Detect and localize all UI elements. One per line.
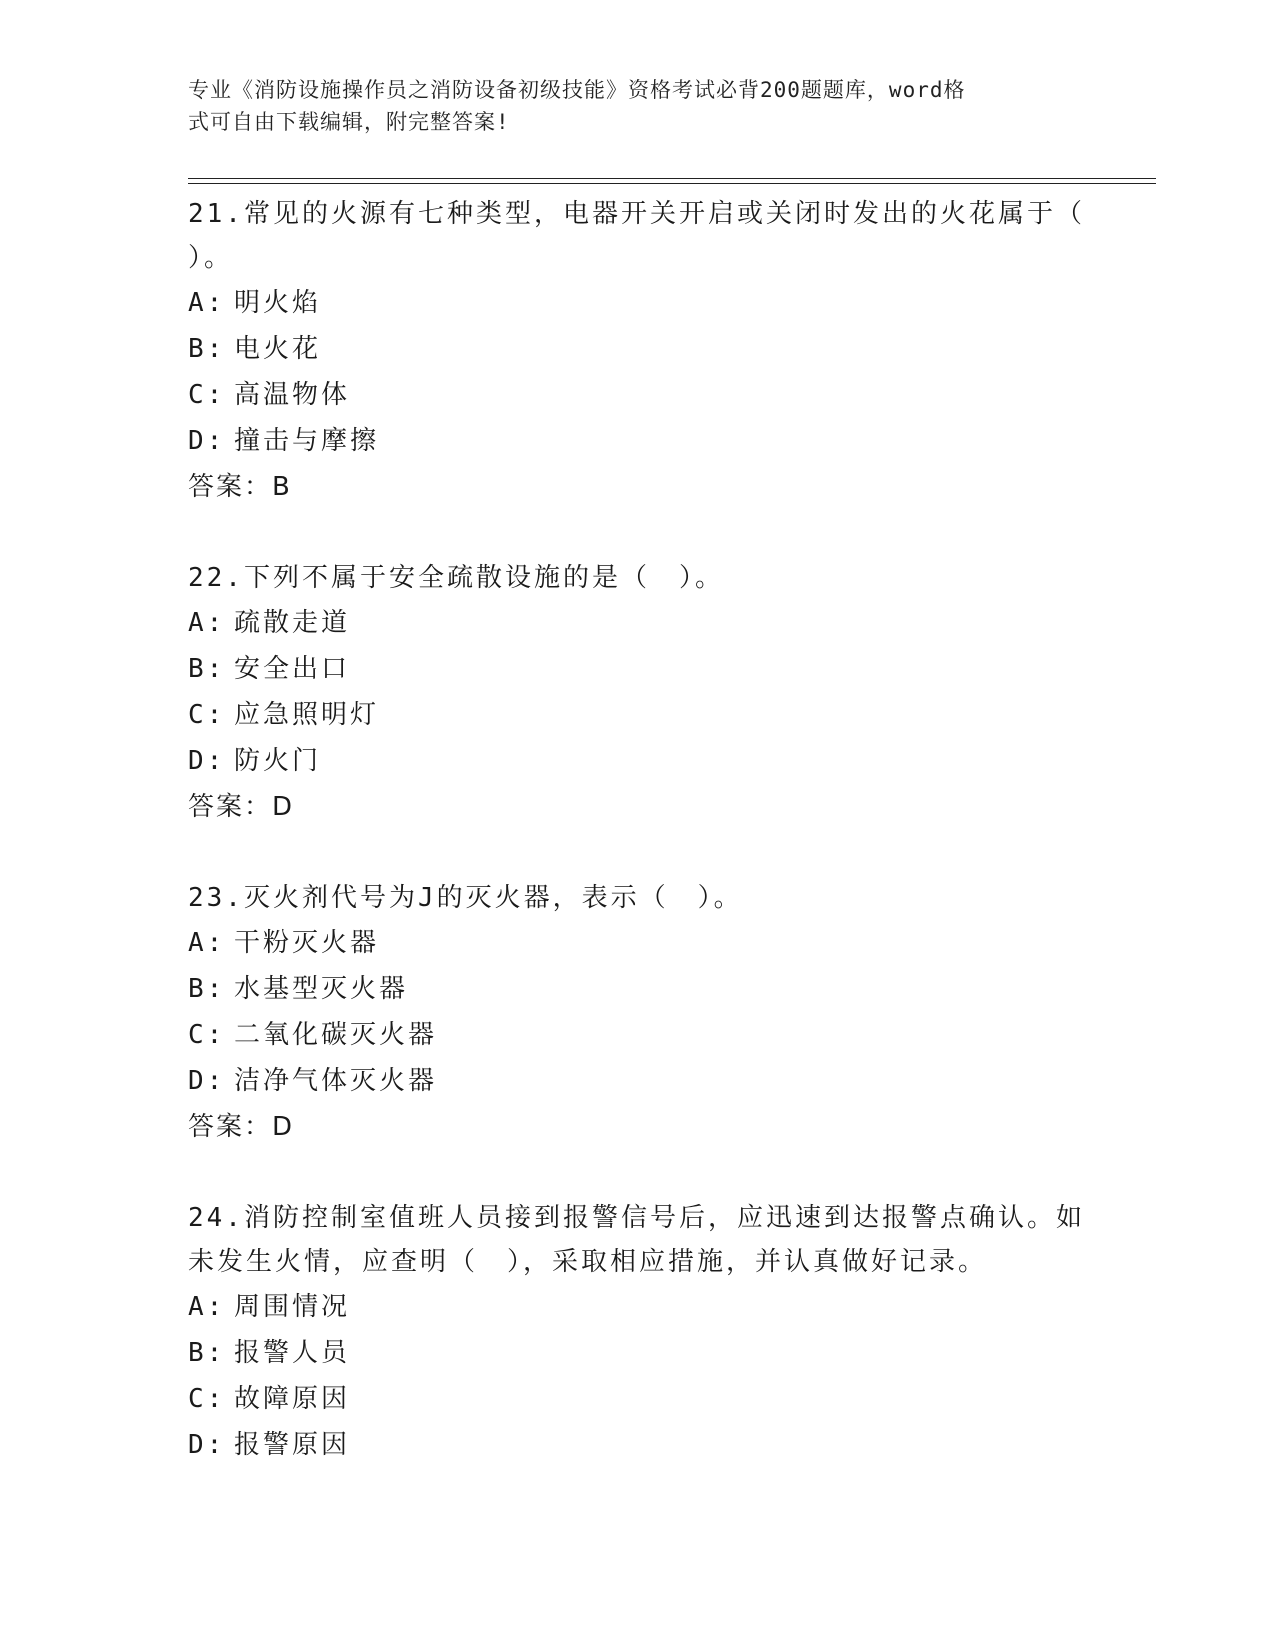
question-stem-line-2: ）。	[188, 243, 234, 273]
question-stem-line-1: 24.消防控制室值班人员接到报警信号后，应迅速到达报警点确认。如	[188, 1203, 1085, 1233]
answer-line: 答案：B	[188, 472, 292, 502]
option-key: D:	[188, 746, 226, 776]
option-b	[188, 966, 1088, 1012]
option-b	[188, 326, 1088, 372]
question-21	[188, 192, 1088, 510]
option-text: 电火花	[234, 334, 322, 364]
option-text: 安全出口	[234, 654, 351, 684]
question-23	[188, 876, 1088, 1150]
option-a	[188, 1284, 1088, 1330]
question-stem-line-1: 22.下列不属于安全疏散设施的是（ ）。	[188, 563, 724, 593]
header-divider-top	[188, 178, 1156, 179]
document-header	[188, 74, 1068, 138]
option-c	[188, 692, 1088, 738]
option-text: 故障原因	[234, 1384, 351, 1414]
question-stem-line-1: 21.常见的火源有七种类型，电器开关开启或关闭时发出的火花属于（	[188, 199, 1085, 229]
option-d	[188, 418, 1088, 464]
option-key: A:	[188, 1292, 226, 1322]
option-b	[188, 646, 1088, 692]
option-text: 干粉灭火器	[234, 928, 380, 958]
question-stem-line-2: 未发生火情，应查明（ ），采取相应措施，并认真做好记录。	[188, 1247, 988, 1277]
question-stem-line-1: 23.灭火剂代号为J的灭火器，表示（ ）。	[188, 883, 743, 913]
option-text: 报警原因	[234, 1430, 351, 1460]
option-text: 报警人员	[234, 1338, 351, 1368]
option-key: D:	[188, 1066, 226, 1096]
option-b	[188, 1330, 1088, 1376]
option-key: B:	[188, 654, 226, 684]
option-text: 高温物体	[234, 380, 351, 410]
option-c	[188, 1012, 1088, 1058]
option-key: C:	[188, 380, 226, 410]
option-text: 撞击与摩擦	[234, 426, 380, 456]
option-text: 明火焰	[234, 288, 322, 318]
option-key: A:	[188, 288, 226, 318]
option-text: 周围情况	[234, 1292, 351, 1322]
option-key: A:	[188, 928, 226, 958]
option-key: D:	[188, 426, 226, 456]
option-key: A:	[188, 608, 226, 638]
option-key: D:	[188, 1430, 226, 1460]
answer-line: 答案：D	[188, 1112, 295, 1142]
option-c	[188, 1376, 1088, 1422]
header-divider-bottom	[188, 183, 1156, 184]
option-text: 应急照明灯	[234, 700, 380, 730]
option-text: 洁净气体灭火器	[234, 1066, 438, 1096]
option-text: 水基型灭火器	[234, 974, 409, 1004]
option-c	[188, 372, 1088, 418]
option-key: C:	[188, 700, 226, 730]
answer-line: 答案：D	[188, 792, 295, 822]
header-line-1: 专业《消防设施操作员之消防设备初级技能》资格考试必背200题题库，word格	[188, 78, 966, 102]
option-d	[188, 1058, 1088, 1104]
header-line-2: 式可自由下载编辑，附完整答案!	[188, 110, 510, 134]
option-text: 二氧化碳灭火器	[234, 1020, 438, 1050]
option-text: 防火门	[234, 746, 322, 776]
option-key: B:	[188, 334, 226, 364]
option-key: B:	[188, 974, 226, 1004]
option-a	[188, 600, 1088, 646]
option-key: C:	[188, 1384, 226, 1414]
question-22	[188, 556, 1088, 830]
option-key: C:	[188, 1020, 226, 1050]
option-a	[188, 280, 1088, 326]
option-a	[188, 920, 1088, 966]
option-d	[188, 1422, 1088, 1468]
option-key: B:	[188, 1338, 226, 1368]
option-d	[188, 738, 1088, 784]
option-text: 疏散走道	[234, 608, 351, 638]
question-24	[188, 1196, 1088, 1468]
